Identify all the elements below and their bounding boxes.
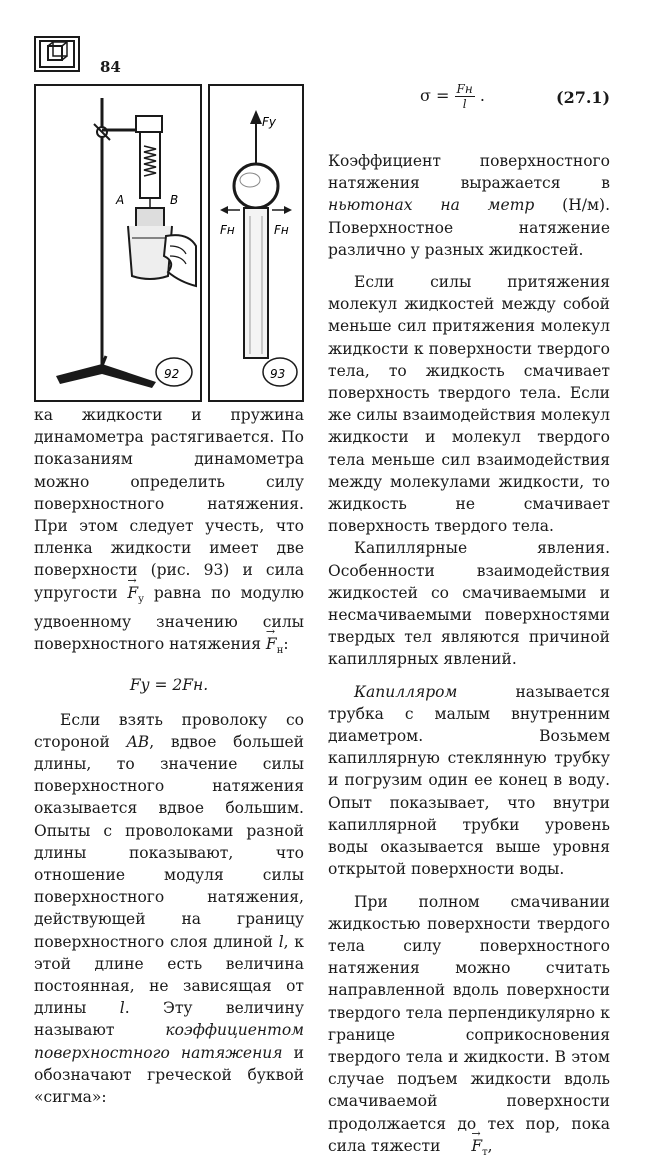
book-logo-icon xyxy=(34,36,80,72)
formula-fy-2fn: Fу = 2Fн. xyxy=(34,674,304,696)
right-paragraph-1: Коэффициент поверхностного натяжения выражается в ньютонах на метр (Н/м). Поверхностное натяжение различно у разных жидкостей. xyxy=(328,150,610,261)
fig92-number: 92 xyxy=(164,367,179,381)
fig93-label-fh-right: Fн xyxy=(274,223,289,237)
right-paragraph-5: При полном смачивании жидкостью поверхности твердого тела силу поверхностного натяжения можно считать направленной вдоль поверхности твердого тела перпендикулярно к границе соприкосновения твердого тела и жидкости. В этом случае подъем жидкости вдоль смачиваемой поверхности продолжается до тех пор, пока сила тяжести → $F_т$, xyxy=(328,891,610,1164)
figure-92-dynamometer xyxy=(34,84,202,402)
equation-number: (27.1) xyxy=(556,88,610,107)
left-column xyxy=(34,404,304,1108)
page-number: 84 xyxy=(100,58,121,76)
right-paragraph-2: Если силы притяжения молекул жидкостей между собой меньше сил притяжения молекул жидкости к поверхности твердого тела, то жидкость смачивает поверхность твердого тела. Если же силы взаимодействия молекул жидкости и молекул твердого тела меньше сил взаимодействия между молекулами жидкости, то жидкость не смачивает поверхность твердого тела. xyxy=(328,271,610,537)
formula-sigma: σ = $\frac{Fн}{l}$ . xyxy=(420,82,485,111)
fig93-label-fy: Fy xyxy=(262,115,277,129)
left-paragraph-1: ка жидкости и пружина динамометра растягивается. По показаниям динамометра можно определить силу поверхностного натяжения. При этом следует учесть, что пленка жидкости имеет две поверхности (рис. 93) и сила упругости → $F_у$ равна по модулю удвоенному значению силы поверхностного натяжения → $F_н$: xyxy=(34,404,304,662)
formula-sigma-fraction: $\frac{Fн}{l}$ xyxy=(455,82,475,111)
fig92-label-b: B xyxy=(170,193,178,207)
right-paragraph-3: Капиллярные явления. Особенности взаимодействия жидкостей со смачиваемыми и несмачиваемыми поверхностями твердых тел являются причиной капиллярных явлений. xyxy=(328,537,610,670)
right-column xyxy=(328,150,610,1164)
fig93-label-fh-left: Fн xyxy=(220,223,235,237)
fig92-label-a: A xyxy=(115,193,124,207)
left-paragraph-2: Если взять проволоку со стороной AB, вдвое большей длины, то значение силы поверхностного натяжения оказывается вдвое большим. Опыты с проволоками разной длины показывают, что отношение модуля силы поверхностного натяжения, действующей на границу поверхностного слоя длиной l, к этой длине есть величина постоянная, не зависящая от длины l. Эту величину называют коэффициентом поверхностного натяжения и обозначают греческой буквой «сигма»: xyxy=(34,709,304,1109)
right-paragraph-4: Капилляром называется трубка с малым внутренним диаметром. Возьмем капиллярную стеклянную трубку и погрузим один ее конец в воду. Опыт показывает, что внутри капиллярной трубки уровень воды оказывается выше уровня открытой поверхности воды. xyxy=(328,681,610,881)
figure-93-film-forces xyxy=(208,84,304,402)
fig93-number: 93 xyxy=(270,367,285,381)
